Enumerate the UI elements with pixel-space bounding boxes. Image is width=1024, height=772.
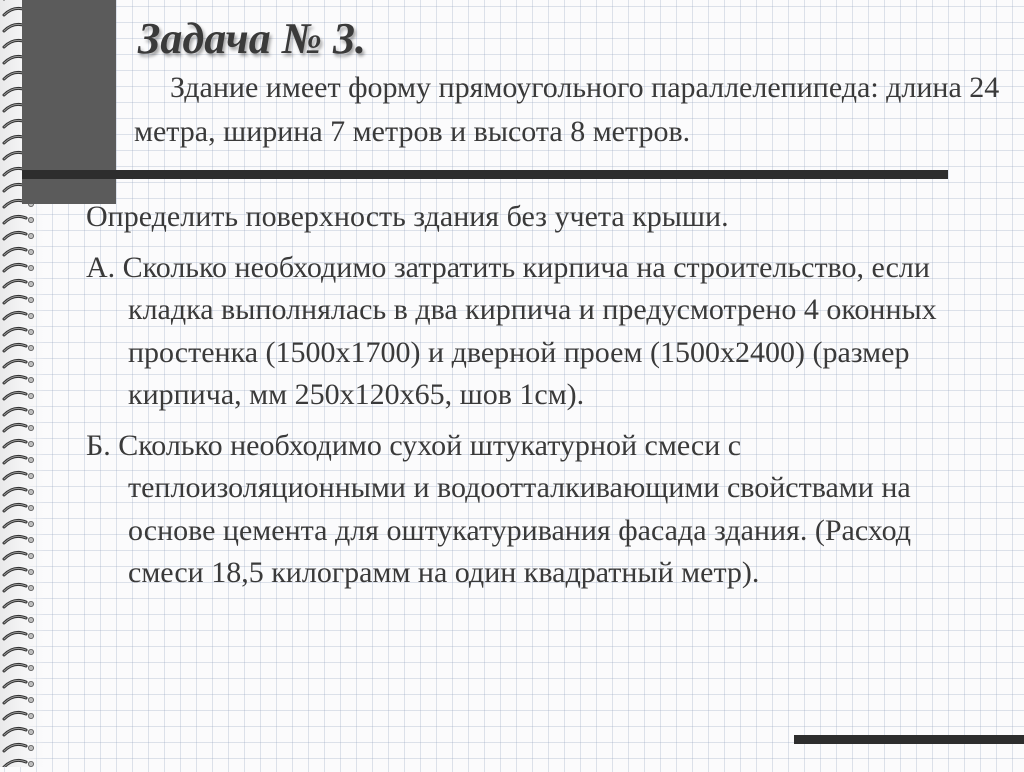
- footer-divider: [794, 735, 1024, 744]
- task-statement: Определить поверхность здания без учета крыши.: [86, 200, 729, 233]
- task-intro: Здание имеет форму прямоугольного параллелепипеда: длина 24 метра, ширина 7 метров и высота 8 метров.: [134, 71, 1000, 148]
- question-b: Б. Сколько необходимо сухой штукатурной смеси с теплоизоляционными и водоотталкивающими свойствами на основе цемента для оштукатуривания фасада здания. (Расход смеси 18,5 килограмм на один квадратный метр).: [86, 428, 912, 589]
- question-a: А. Сколько необходимо затратить кирпича на строительство, если кладка выполнялась в два кирпича и предусмотрено 4 оконных простенка (1500х1700) и дверной проем (1500х2400) (размер кирпича, мм 250х120х65, шов 1см).: [86, 250, 937, 411]
- header-divider: [22, 170, 948, 179]
- task-content: [86, 196, 986, 603]
- task-title: Задача № 3.: [138, 14, 366, 63]
